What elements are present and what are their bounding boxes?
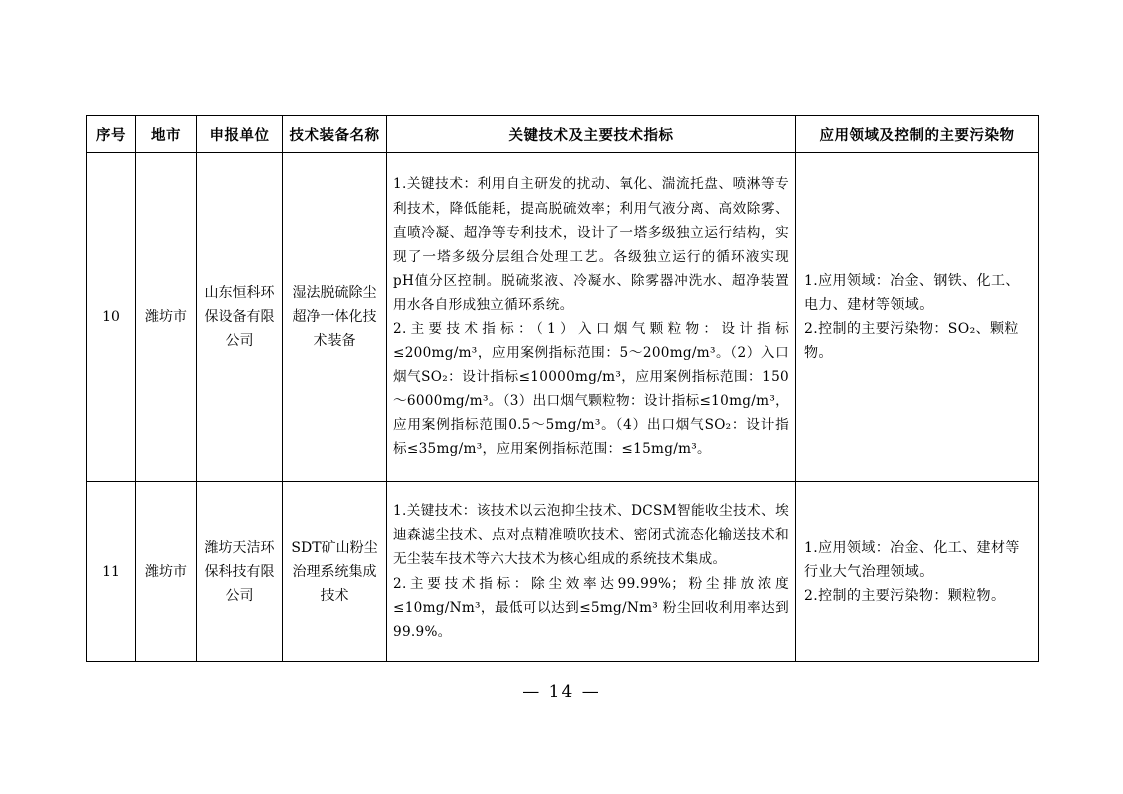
key-tech-paragraph: 1.关键技术：该技术以云泡抑尘技术、DCSM智能收尘技术、埃迪森滤尘技术、点对点精准喷吹技术、密闭式流态化输送技术和无尘装车技术等六大技术为核心组成的系统技术集成。 [393, 503, 789, 568]
key-tech-paragraph: 1.关键技术：利用自主研发的扰动、氧化、湍流托盘、喷淋等专利技术，降低能耗，提高脱硫效率；利用气液分离、高效除雾、直喷冷凝、超净等专利技术，设计了一塔多级独立运行结构，实现了一塔多级分层组合处理工艺。各级独立运行的循环液实现pH值分区控制。脱硫浆液、冷凝水、除雾器冲洗水、超净装置用水各自形成独立循环系统。 [393, 176, 789, 313]
row-unit: 山东恒科环保设备有限公司 [197, 153, 283, 482]
row-city: 潍坊市 [136, 482, 197, 662]
application-paragraph: 2.控制的主要污染物：颗粒物。 [804, 587, 1006, 604]
table-header-row [87, 116, 1039, 153]
row-application [796, 482, 1039, 662]
key-tech-paragraph: 2.主要技术指标：（1）入口烟气颗粒物：设计指标≤200mg/m³，应用案例指标范围：5～200mg/m³。（2）入口烟气SO₂：设计指标≤10000mg/m³，应用案例指标范围：150～6000mg/m³。（3）出口烟气颗粒物：设计指标≤10mg/m³，应用案例指标范围0.5～5mg/m³。（4）出口烟气SO₂：设计指标≤35mg/m³，应用案例指标范围：≤15mg/m³。 [393, 321, 789, 458]
header-unit: 申报单位 [197, 116, 283, 153]
header-application: 应用领域及控制的主要污染物 [796, 116, 1039, 153]
header-key-tech: 关键技术及主要技术指标 [387, 116, 796, 153]
row-key-tech [387, 482, 796, 662]
key-tech-paragraph: 2.主要技术指标：除尘效率达99.99%；粉尘排放浓度≤10mg/Nm³，最低可以达到≤5mg/Nm³ 粉尘回收利用率达到99.9%。 [393, 575, 789, 640]
table-row [87, 482, 1039, 662]
page-number: — 14 — [522, 682, 601, 702]
header-no: 序号 [87, 116, 136, 153]
application-paragraph: 1.应用领域：冶金、化工、建材等行业大气治理领域。 [804, 539, 1020, 580]
row-no: 10 [87, 153, 136, 482]
table-row [87, 153, 1039, 482]
technology-table [86, 115, 1039, 662]
row-application [796, 153, 1039, 482]
row-equipment: 湿法脱硫除尘超净一体化技术装备 [283, 153, 387, 482]
application-paragraph: 1.应用领域：冶金、钢铁、化工、电力、建材等领域。 [804, 273, 1020, 313]
row-city: 潍坊市 [136, 153, 197, 482]
row-unit: 潍坊天洁环保科技有限公司 [197, 482, 283, 662]
header-equipment: 技术装备名称 [283, 116, 387, 153]
row-no: 11 [87, 482, 136, 662]
row-equipment: SDT矿山粉尘治理系统集成技术 [283, 482, 387, 662]
application-paragraph: 2.控制的主要污染物：SO₂、颗粒物。 [804, 321, 1019, 361]
header-city: 地市 [136, 116, 197, 153]
row-key-tech [387, 153, 796, 482]
